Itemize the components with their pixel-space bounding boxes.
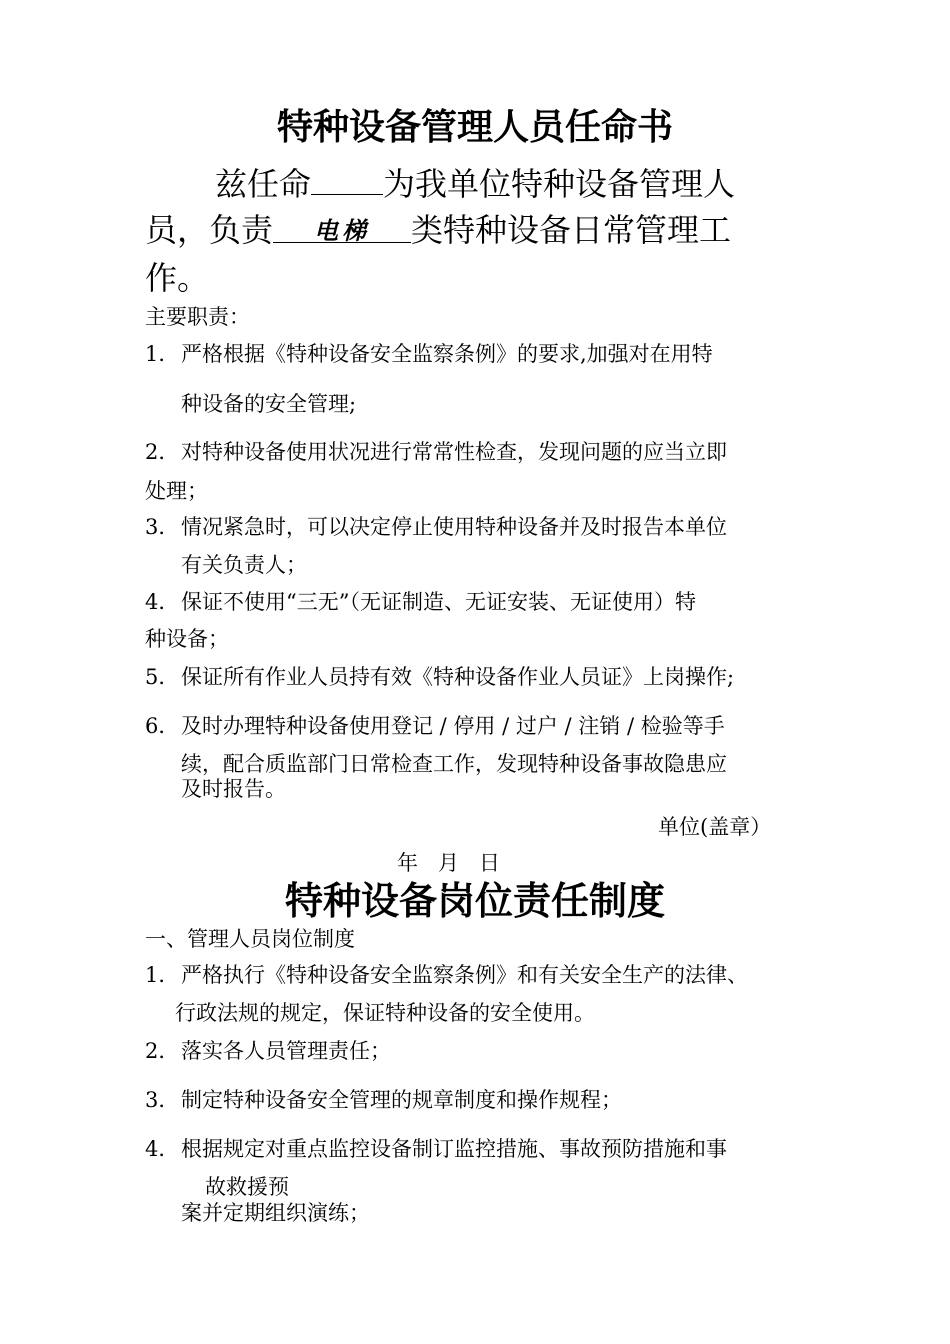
duty-item-3-cont: 有关负责人； <box>181 553 307 577</box>
duty-item-2 <box>145 437 727 467</box>
appointment-line2-prefix: 员，负责 <box>145 211 274 249</box>
duty-item-6-cont: 续，配合质监部门日常检查工作，发现特种设备事故隐患应 <box>181 752 727 776</box>
duty-number: 1． <box>145 342 180 366</box>
rule-item-4 <box>145 1134 727 1164</box>
duty-item-6 <box>145 711 725 741</box>
appointment-prefix: 兹任命 <box>215 165 312 203</box>
duty-text: 保证所有作业人员持有效《特种设备作业人员证》上岗操作; <box>181 665 735 689</box>
appointment-line-2 <box>145 208 731 252</box>
appointee-name-blank <box>311 160 383 195</box>
duty-item-5 <box>145 662 734 692</box>
duty-text: 对特种设备使用状况进行常常性检查，发现问题的应当立即 <box>181 440 727 464</box>
appointment-line-1 <box>215 160 735 206</box>
handwritten-category: 电梯 <box>314 217 371 245</box>
duty-number: 2． <box>145 440 180 464</box>
duty-item-3 <box>145 512 727 542</box>
rule-item-4-cont-2: 案并定期组织演练； <box>181 1201 370 1225</box>
duty-item-1 <box>145 339 713 369</box>
appointment-line-3: 作。 <box>145 259 210 297</box>
appointment-suffix: 为我单位特种设备管理人 <box>383 165 736 203</box>
duty-number: 4． <box>145 590 180 614</box>
rule-text: 落实各人员管理责任； <box>181 1039 391 1063</box>
rule-item-2 <box>145 1036 391 1066</box>
rule-item-1 <box>145 960 748 990</box>
duty-number: 6． <box>145 714 180 738</box>
rule-number: 3． <box>145 1088 180 1112</box>
rule-number: 1． <box>145 963 180 987</box>
duty-text: 及时办理特种设备使用登记 / 停用 / 过户 / 注销 / 检验等手 <box>181 714 725 738</box>
duty-item-6-cont-2: 及时报告。 <box>181 777 286 801</box>
section-heading: 一、管理人员岗位制度 <box>145 927 355 951</box>
rule-text: 根据规定对重点监控设备制订监控措施、事故预防措施和事 <box>181 1137 727 1161</box>
duty-number: 5． <box>145 665 180 689</box>
responsibility-title: 特种设备岗位责任制度 <box>284 879 665 923</box>
duty-number: 3． <box>145 515 180 539</box>
appointment-line2-suffix: 类特种设备日常管理工 <box>411 211 732 249</box>
duty-text: 严格根据《特种设备安全监察条例》的要求,加强对在用特 <box>181 342 713 366</box>
rule-text: 严格执行《特种设备安全监察条例》和有关安全生产的法律、 <box>181 963 748 987</box>
rule-item-4-cont: 故救援预 <box>205 1175 289 1199</box>
duty-text: 情况紧急时，可以决定停止使用特种设备并及时报告本单位 <box>181 515 727 539</box>
category-blank <box>273 208 411 243</box>
rule-number: 4． <box>145 1137 180 1161</box>
appointment-title: 特种设备管理人员任命书 <box>276 107 673 148</box>
duty-text: 保证不使用“三无”（无证制造、无证安装、无证使用）特 <box>181 590 696 614</box>
duty-item-1-cont: 种设备的安全管理; <box>181 392 357 416</box>
rule-number: 2． <box>145 1039 180 1063</box>
duty-item-4 <box>145 587 696 617</box>
rule-item-1-cont: 行政法规的规定，保证特种设备的安全使用。 <box>175 1001 595 1025</box>
duty-item-2-cont: 处理； <box>145 479 208 503</box>
date-line: 年 月 日 <box>397 851 501 875</box>
rule-item-3 <box>145 1085 622 1115</box>
rule-text: 制定特种设备安全管理的规章制度和操作规程； <box>181 1088 622 1112</box>
duty-item-4-cont: 种设备； <box>145 627 229 651</box>
duties-heading: 主要职责： <box>145 305 250 329</box>
seal-label: 单位(盖章） <box>658 815 772 839</box>
